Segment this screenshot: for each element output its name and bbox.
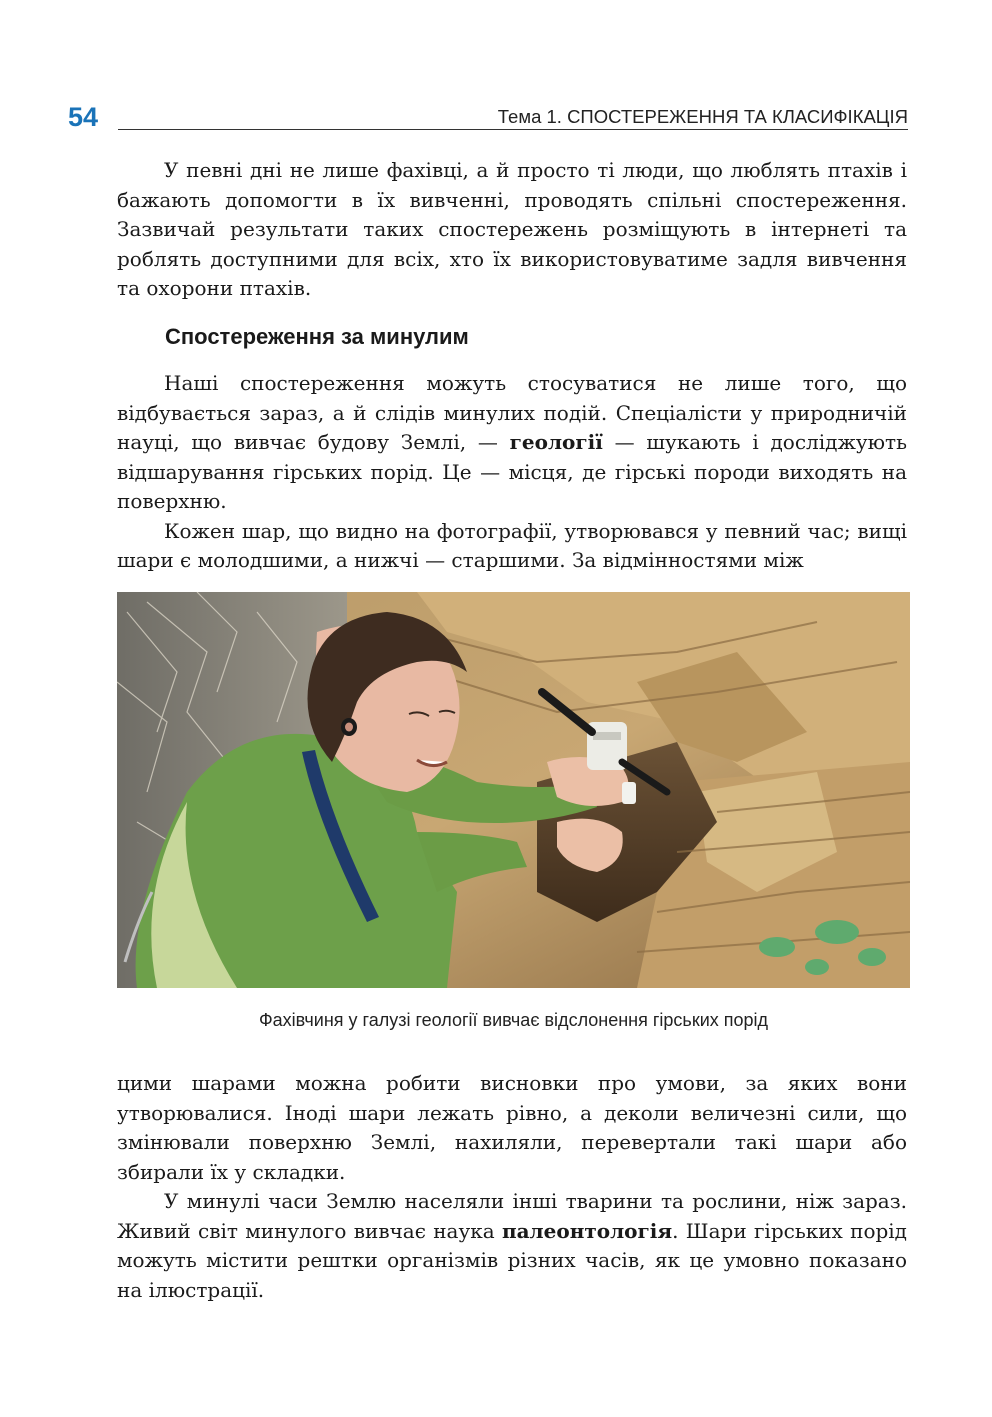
paragraph-layers-start: Кожен шар, що видно на фотографії, утворювався у певний час; вищі шари є молодшими, а нижчі — старшими. За відмінностями між xyxy=(117,518,907,572)
header-rule xyxy=(118,129,908,130)
section-text xyxy=(117,369,907,576)
paragraph-geology xyxy=(117,369,907,517)
term-geology: геології xyxy=(509,430,603,454)
term-paleontology: палеонтологія xyxy=(501,1218,673,1243)
paragraph-paleontology xyxy=(117,1187,907,1305)
intro-text xyxy=(117,156,907,304)
paragraph-geology-text-2: — шукають і досліджують відшарування гірських порід. Це — місця, де гірські породи виходять на поверхню. xyxy=(117,430,907,513)
page-number: 54 xyxy=(68,102,99,132)
page-header xyxy=(68,100,908,134)
chapter-title: Тема 1. СПОСТЕРЕЖЕННЯ ТА КЛАСИФІКАЦІЯ xyxy=(497,106,908,127)
paragraph-birds: У певні дні не лише фахівці, а й просто ті люди, що люблять птахів і бажають допомогти в їх вивченні, проводять спільні спостереження. Зазвичай результати таких спостережень розміщують в інтернеті та роблять доступними для всіх, хто їх використовуватиме задля вивчення та охорони птахів. xyxy=(117,158,907,300)
paragraph-layers-end: цими шарами можна робити висновки про умови, за яких вони утворювалися. Іноді шари лежать рівно, а деколи величезні сили, що змінювали поверхню Землі, нахиляли, перевертали такі шари або збирали їх у складки. xyxy=(117,1071,907,1184)
geologist-photo xyxy=(117,592,910,988)
paragraph-geology-text-1: Наші спостереження можуть стосуватися не лише того, що відбувається зараз, а й слідів минулих подій. Спеціалісти у природничій науці, що вивчає будову Землі, — xyxy=(117,371,907,454)
photo-caption: Фахівчиня у галузі геології вивчає відслонення гірських порід xyxy=(258,1010,769,1030)
continued-text xyxy=(117,1069,907,1305)
paragraph-paleontology-text-1: У минулі часи Землю населяли інші тварини та рослини, ніж зараз. Живий світ минулого вивчає наука xyxy=(117,1189,907,1243)
section-heading: Спостереження за минулим xyxy=(165,324,469,349)
paragraph-paleontology-text-2: . Шари гірських порід можуть містити рештки організмів різних часів, як це умовно показано на ілюстрації. xyxy=(117,1218,907,1302)
